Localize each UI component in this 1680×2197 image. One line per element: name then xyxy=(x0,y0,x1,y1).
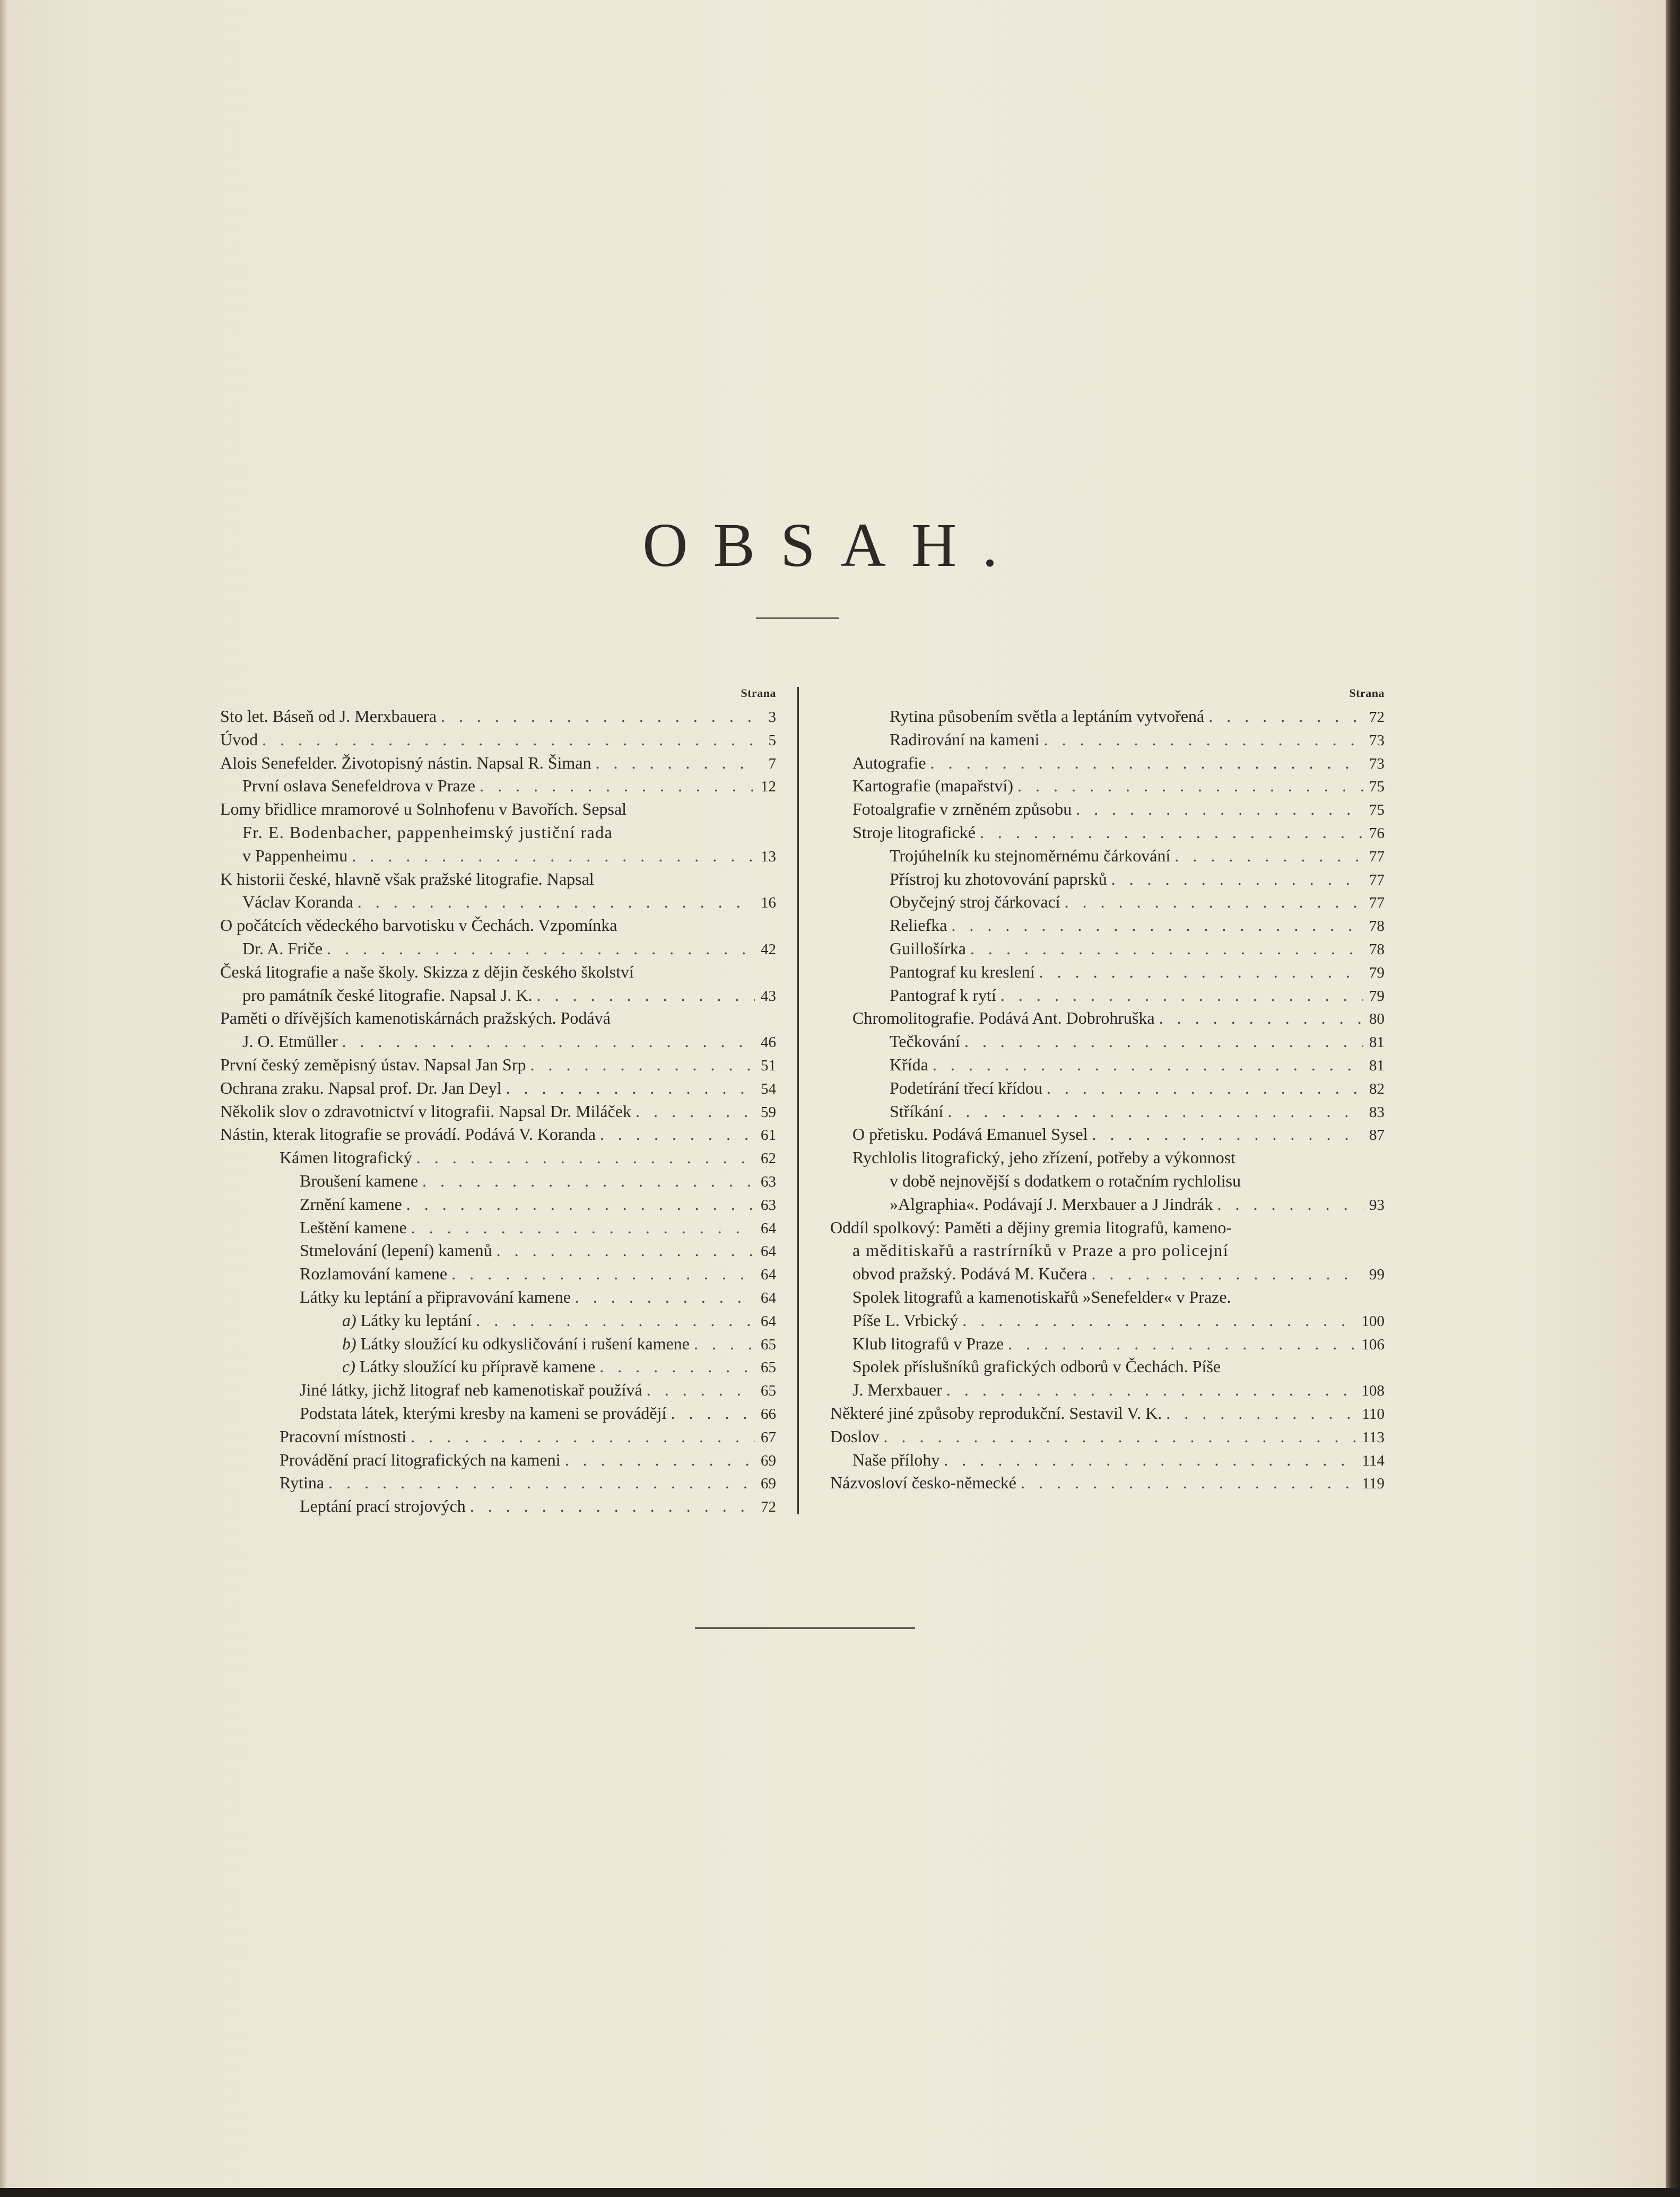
toc-entry: Jiné látky, jichž litograf neb kamenotiskař používá . . . 65 xyxy=(220,1379,776,1402)
strana-header-left: Strana xyxy=(741,686,776,700)
page-left-edge xyxy=(0,0,7,2188)
toc-entry-line: a měditiskařů a rastrírníků v Praze a pro policejní xyxy=(852,1241,1229,1260)
toc-entry: Broušení kamene . . . 63 xyxy=(220,1170,776,1193)
toc-entry: Pantograf k rytí . . . 79 xyxy=(830,984,1385,1007)
toc-entry: Kartografie (mapařství) . . . 75 xyxy=(830,774,1385,798)
toc-entry: Podstata látek, kterými kresby na kameni se provádějí . . . 66 xyxy=(220,1402,776,1425)
toc-left-column xyxy=(220,682,776,1518)
toc-entry: pro památník české litografie. Napsal J. K. . . . 43 xyxy=(220,984,776,1007)
page-right-edge xyxy=(1666,0,1680,2197)
toc-entry: J. Merxbauer . . . 108 xyxy=(830,1379,1385,1402)
toc-entry: Václav Koranda . . . 16 xyxy=(220,891,776,914)
toc-entry: První oslava Senefeldrova v Praze . . . 12 xyxy=(220,774,776,798)
toc-entry: Klub litografů v Praze . . . 106 xyxy=(830,1332,1385,1356)
toc-entry: První český zeměpisný ústav. Napsal Jan Srp . . . 51 xyxy=(220,1053,776,1077)
toc-entry: Fotoalgrafie v zrněném způsobu . . . 75 xyxy=(830,798,1385,821)
toc-entry: b) Látky sloužící ku odkysličování i rušení kamene . . . 65 xyxy=(220,1332,776,1356)
toc-entry: Radirování na kameni . . . 73 xyxy=(830,728,1385,752)
column-divider xyxy=(797,687,799,1514)
toc-entry: Sto let. Báseň od J. Merxbauera . . . 3 xyxy=(220,705,776,728)
toc-entry: Obyčejný stroj čárkovací . . . 77 xyxy=(830,891,1385,914)
toc-entry-line: Rychlolis litografický, jeho zřízení, potřeby a výkonnost xyxy=(852,1148,1236,1167)
toc-entry: »Algraphia«. Podávají J. Merxbauer a J Jindrák . . . 93 xyxy=(830,1193,1385,1216)
toc-entry: Naše přílohy . . . 114 xyxy=(830,1449,1385,1472)
toc-entry-line: Fr. E. Bodenbacher, pappenheimský justiční rada xyxy=(242,822,613,842)
toc-entry: Stříkání . . . 83 xyxy=(830,1100,1385,1123)
toc-entry: Reliefka . . . 78 xyxy=(830,914,1385,937)
toc-entry-line: v době nejnovější s dodatkem o rotačním rychlolisu xyxy=(890,1171,1241,1190)
toc-entry: Alois Senefelder. Životopisný nástin. Napsal R. Šiman . . . 7 xyxy=(220,752,776,775)
toc-entry-line: Spolek příslušníků grafických odborů v Čechách. Píše xyxy=(852,1357,1221,1376)
toc-entry: Leštění kamene . . . 64 xyxy=(220,1216,776,1240)
toc-entry: Úvod . . . 5 xyxy=(220,728,776,752)
toc-entry: Přístroj ku zhotovování paprsků . . . 77 xyxy=(830,868,1385,891)
toc-entry-line: Česká litografie a naše školy. Skizza z dějin českého školství xyxy=(220,962,634,981)
toc-entry: obvod pražský. Podává M. Kučera . . . 99 xyxy=(830,1262,1385,1286)
page-bottom-edge xyxy=(0,2188,1680,2197)
toc-entry: a) Látky ku leptání . . . 64 xyxy=(220,1309,776,1332)
toc-entry: Názvosloví česko-německé . . . 119 xyxy=(830,1471,1385,1495)
toc-entry: Pantograf ku kreslení . . . 79 xyxy=(830,961,1385,984)
toc-entry: Kámen litografický . . . 62 xyxy=(220,1146,776,1170)
toc-entry: c) Látky sloužící ku přípravě kamene . . . 65 xyxy=(220,1355,776,1379)
toc-entry: Doslov . . . 113 xyxy=(830,1425,1385,1449)
toc-entry-line: O počátcích vědeckého barvotisku v Čechách. Vzpomínka xyxy=(220,916,617,935)
toc-entry-line: K historii české, hlavně však pražské litografie. Napsal xyxy=(220,869,594,888)
toc-entry: Rozlamování kamene . . . 64 xyxy=(220,1262,776,1286)
toc-right-column xyxy=(830,682,1385,1495)
toc-entry-line: Oddíl spolkový: Paměti a dějiny gremia litografů, kameno- xyxy=(830,1217,1232,1237)
toc-entry: Rytina působením světla a leptáním vytvořená . . . 72 xyxy=(830,705,1385,728)
toc-entry: Křída . . . 81 xyxy=(830,1053,1385,1077)
toc-entry-line: Lomy břidlice mramorové u Solnhofenu v Bavořích. Sepsal xyxy=(220,799,627,819)
toc-entry: v Pappenheimu . . . 13 xyxy=(220,844,776,868)
toc-entry: Autografie . . . 73 xyxy=(830,752,1385,775)
toc-entry: Provádění prací litografických na kameni . . . 69 xyxy=(220,1449,776,1472)
page-title: OBSAH. xyxy=(642,510,1023,580)
title-rule xyxy=(756,617,839,619)
toc-entry: Několik slov o zdravotnictví v litografii. Napsal Dr. Miláček . . . 59 xyxy=(220,1100,776,1123)
toc-entry-line: Spolek litografů a kamenotiskařů »Senefelder« v Praze. xyxy=(852,1287,1231,1306)
toc-entry: Některé jiné způsoby reprodukční. Sestavil V. K. . . . 110 xyxy=(830,1402,1385,1425)
toc-entry: Dr. A. Friče . . . 42 xyxy=(220,937,776,961)
toc-entry: Píše L. Vrbický . . . 100 xyxy=(830,1309,1385,1332)
toc-entry: Leptání prací strojových . . . 72 xyxy=(220,1495,776,1518)
toc-entry-line: Paměti o dřívějších kamenotiskárnách pražských. Podává xyxy=(220,1008,611,1028)
toc-entry: Stmelování (lepení) kamenů . . . 64 xyxy=(220,1239,776,1262)
strana-header-right: Strana xyxy=(1349,686,1385,700)
closing-rule xyxy=(695,1627,915,1629)
toc-entry: Ochrana zraku. Napsal prof. Dr. Jan Deyl . . . 54 xyxy=(220,1077,776,1100)
toc-entry: Pracovní místnosti . . . 67 xyxy=(220,1425,776,1449)
toc-entry: Trojúhelník ku stejnoměrnému čárkování . . . 77 xyxy=(830,844,1385,868)
toc-entry: J. O. Etmüller . . . 46 xyxy=(220,1030,776,1053)
toc-entry: Tečkování . . . 81 xyxy=(830,1030,1385,1053)
toc-entry: Guillošírka . . . 78 xyxy=(830,937,1385,961)
toc-entry: Stroje litografické . . . 76 xyxy=(830,821,1385,844)
toc-entry: Rytina . . . 69 xyxy=(220,1471,776,1495)
toc-entry: Látky ku leptání a připravování kamene . . . 64 xyxy=(220,1286,776,1309)
toc-entry: O přetisku. Podává Emanuel Sysel . . . 87 xyxy=(830,1123,1385,1146)
toc-entry: Nástin, kterak litografie se provádí. Podává V. Koranda . . . 61 xyxy=(220,1123,776,1146)
toc-entry: Podetírání třecí křídou . . . 82 xyxy=(830,1077,1385,1100)
toc-entry: Zrnění kamene . . . 63 xyxy=(220,1193,776,1216)
toc-entry: Chromolitografie. Podává Ant. Dobrohruška . . . 80 xyxy=(830,1007,1385,1030)
